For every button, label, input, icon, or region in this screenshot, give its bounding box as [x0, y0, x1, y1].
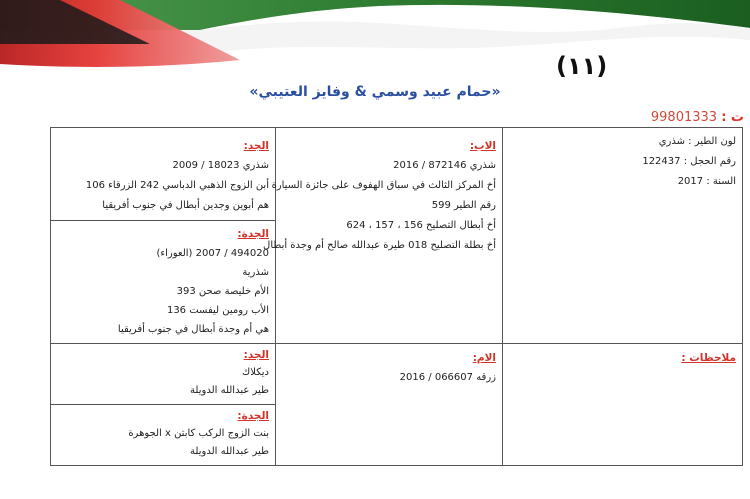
phone-number: 99801333: [650, 110, 718, 125]
grandmother-line: 494020 / 2007 (العوراء): [156, 248, 269, 259]
father-line: أخ المركز الثالث في سباق الهفوف على جائزة السيارة: [271, 180, 496, 191]
pedigree-table: [50, 127, 743, 466]
page-number: (١١): [556, 52, 608, 80]
phone-line: [634, 110, 744, 125]
notes-header: ملاحظات :: [681, 352, 736, 364]
father-line: رقم الطير 599: [431, 200, 496, 211]
father-header: الاب:: [469, 140, 496, 152]
father-line: أخ أبطال التصليح 156 ، 157 ، 624: [346, 220, 496, 231]
grandmother-line: شذرية: [242, 267, 269, 278]
father-line: شذري 872146 / 2016: [393, 160, 496, 171]
grandmother-line: الأب رومين ليفست 136: [166, 305, 269, 316]
maternal-grandfather-line: ديكلاك: [242, 367, 269, 378]
bird-info-cell: [503, 128, 743, 344]
flag-banner: [0, 0, 750, 75]
notes-cell: [503, 344, 743, 466]
maternal-grandmother-line: بنت الزوج الركب كابتن x الجوهرة: [128, 428, 269, 439]
mother-cell: [276, 344, 503, 466]
phone-label: ت :: [721, 110, 744, 125]
mother-header: الام:: [472, 352, 496, 364]
maternal-grandmother-line: طير عبدالله الدويلة: [190, 446, 269, 457]
grandfather-line: شذري 18023 / 2009: [172, 160, 269, 171]
father-line: أخ بطلة التصليح 018 طيرة عبدالله صالح أم وجدة أبطال: [263, 240, 496, 251]
bird-ring: رقم الحجل : 122437: [642, 156, 736, 167]
bird-year: السنة : 2017: [677, 176, 736, 187]
maternal-grandmother-header: الجدة:: [237, 410, 269, 422]
father-cell: [263, 128, 503, 344]
mother-line: زرقه 066607 / 2016: [399, 372, 496, 383]
flag-banner-art: [0, 0, 750, 75]
grandmother-line: هي أم وجدة أبطال في جنوب أفريقيا: [117, 324, 269, 335]
page-title: «حمام عبيد وسمي & وفايز العتيبي»: [249, 84, 501, 100]
grandfather-line: أبن الزوج الذهبي الدباسي 242 الزرقاء 106: [85, 180, 269, 191]
grandparents-cell: [51, 128, 276, 344]
maternal-grandfather-header: الجد:: [243, 349, 269, 361]
grandmother-header: الجدة:: [237, 228, 269, 240]
bird-color: لون الطير : شذري: [658, 136, 736, 147]
grandfather-header: الجد:: [243, 140, 269, 152]
maternal-grandfather-line: طير عبدالله الدويلة: [190, 385, 269, 396]
grandfather-line: هم أبوين وجدين أبطال في جنوب أفريقيا: [102, 200, 269, 211]
maternal-grandparents-cell: [51, 344, 276, 466]
grandmother-line: الأم خليصة صحن 393: [176, 286, 269, 297]
